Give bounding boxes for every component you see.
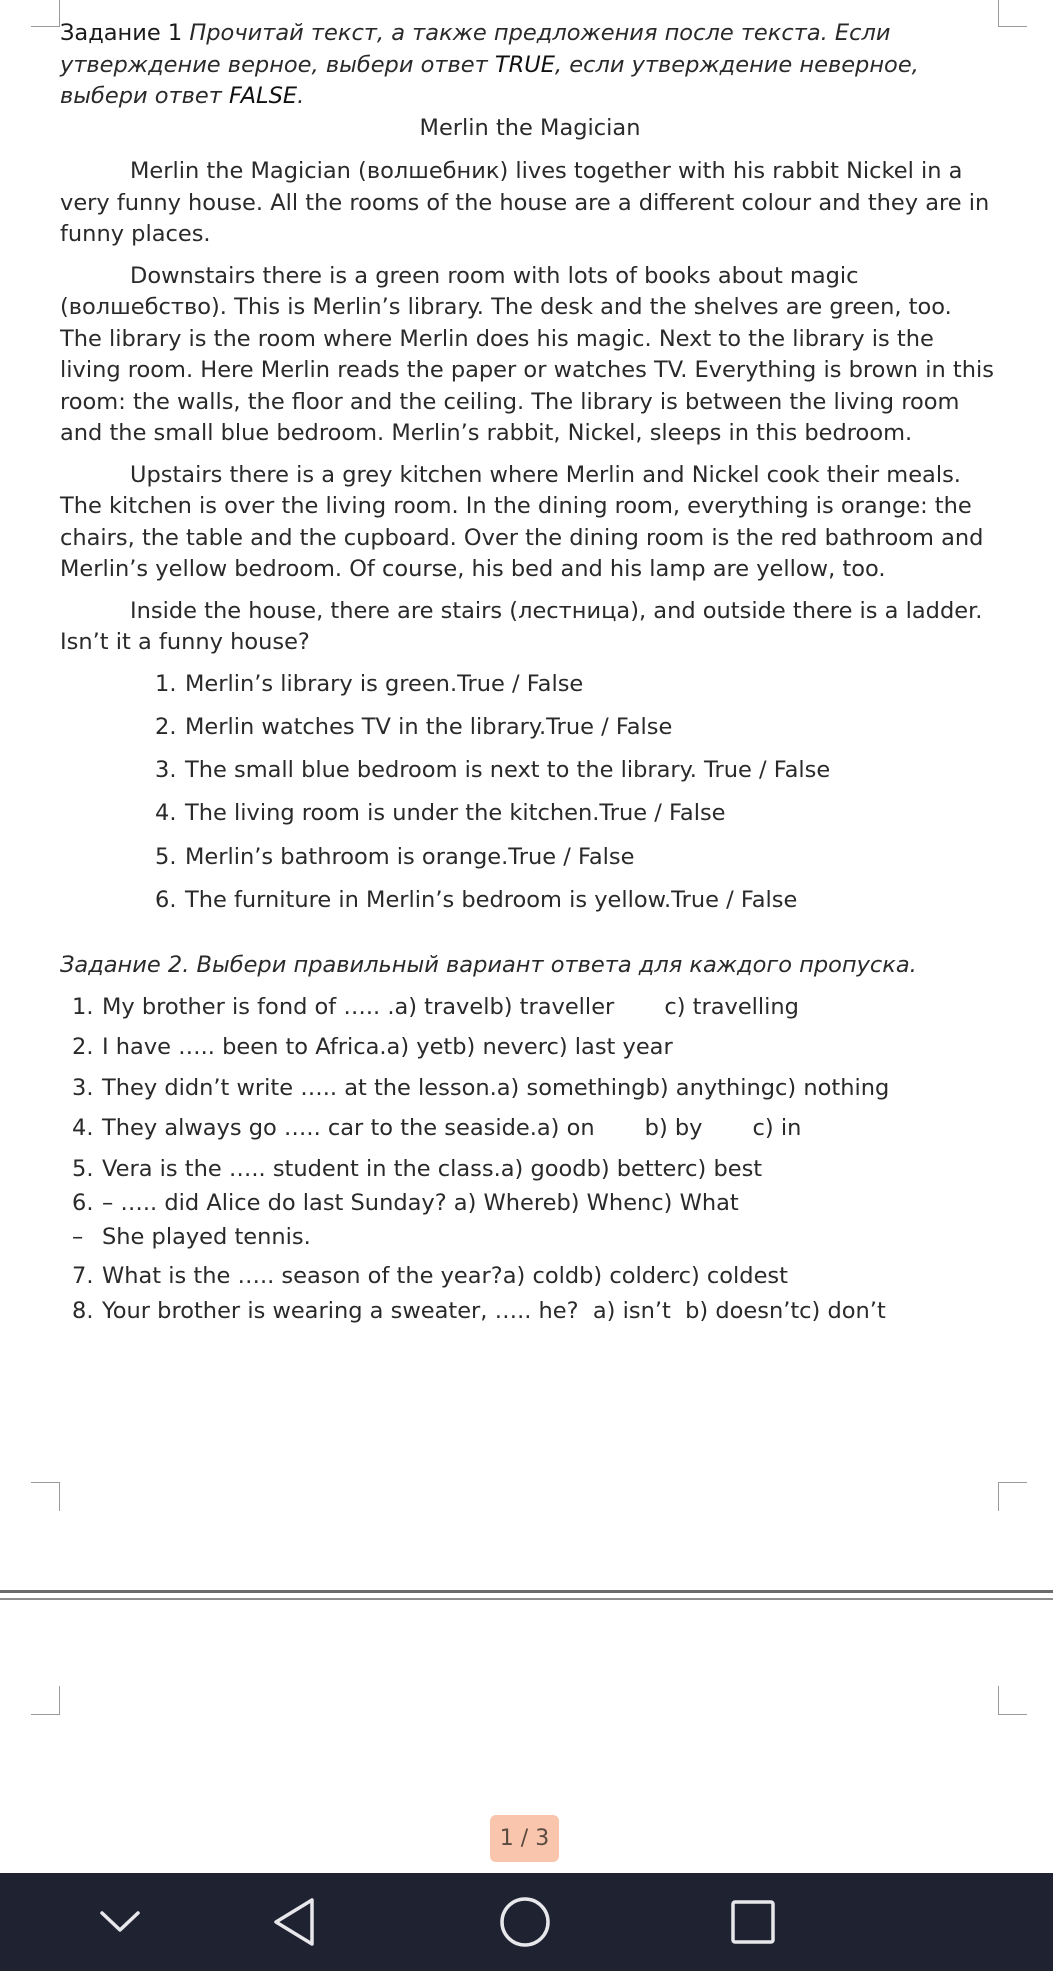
- question-number: 2.: [72, 1034, 94, 1061]
- page-corner-mark: [998, 1482, 1027, 1511]
- document-content: [60, 18, 1000, 1330]
- page-corner-mark: [31, 1686, 60, 1715]
- question-text: They always go ….. car to the seaside.a) on b) by c) in: [102, 1115, 802, 1142]
- task2-section: [60, 950, 1000, 1330]
- page-separator: [0, 1590, 1053, 1600]
- statement-text: Merlin’s bathroom is orange.True / False: [185, 843, 635, 870]
- statement-item: [155, 712, 1000, 755]
- story-title: Merlin the Magician: [419, 114, 641, 141]
- statement-text: The small blue bedroom is next to the library. True / False: [185, 757, 831, 784]
- page-corner-mark: [998, 1686, 1027, 1715]
- statement-item: [155, 798, 1000, 841]
- statement-text: The living room is under the kitchen.True / False: [185, 800, 726, 827]
- story-paragraph: Inside the house, there are stairs (лестница), and outside there is a ladder. Isn’t it a funny house?: [60, 597, 983, 655]
- question-text: They didn’t write ….. at the lesson.a) somethingb) anythingc) nothing: [102, 1074, 890, 1101]
- question-number: 6.: [72, 1189, 94, 1216]
- statement-item: [155, 755, 1000, 798]
- statement-number: 3.: [155, 757, 177, 784]
- answer-text: She played tennis.: [102, 1223, 311, 1250]
- question-number: 8.: [72, 1298, 94, 1325]
- statement-number: 2.: [155, 713, 177, 740]
- task2-instruction-text: Выбери правильный вариант ответа для каждого пропуска.: [189, 952, 917, 979]
- task2-label: Задание 2.: [60, 952, 190, 979]
- question-number: 1.: [72, 993, 94, 1020]
- question-item: [72, 1261, 1000, 1296]
- statement-text: Merlin watches TV in the library.True / False: [185, 713, 673, 740]
- back-button[interactable]: [250, 1873, 340, 1971]
- collapse-button[interactable]: [80, 1873, 160, 1971]
- question-text: Vera is the ….. student in the class.a) goodb) betterc) best: [102, 1155, 763, 1182]
- question-item: [72, 1296, 1000, 1330]
- statement-number: 5.: [155, 843, 177, 870]
- task1-instruction: [60, 18, 1000, 113]
- home-button[interactable]: [480, 1873, 570, 1971]
- page-corner-mark: [998, 0, 1027, 27]
- question-item: [72, 1113, 1000, 1154]
- task1-instruction-text: , если утверждение неверное, выбери ответ: [60, 51, 919, 109]
- back-triangle-icon: [270, 1896, 320, 1948]
- task2-instruction: [60, 950, 1000, 982]
- question-number: 4.: [72, 1115, 94, 1142]
- question-item: [72, 1032, 1000, 1073]
- page-indicator: 1 / 3: [490, 1815, 559, 1862]
- recents-square-icon: [729, 1898, 777, 1946]
- false-word: FALSE: [229, 83, 298, 109]
- question-text: What is the ….. season of the year?a) coldb) colderc) coldest: [102, 1263, 788, 1290]
- multiple-choice-list: [60, 992, 1000, 1331]
- statement-number: 4.: [155, 800, 177, 827]
- question-item: [72, 992, 1000, 1033]
- task1-instruction-end: .: [297, 83, 305, 109]
- page-corner-mark: [31, 1482, 60, 1511]
- story-paragraph: Upstairs there is a grey kitchen where Merlin and Nickel cook their meals. The kitchen is over the living room. In the dining room, everything is orange: the chairs, the table and the cupboard. Over the dining room is the red bathroom and Merlin’s yellow bedroom. Of course, his bed and his lamp are yellow, too.: [60, 461, 984, 582]
- home-circle-icon: [498, 1895, 552, 1949]
- recents-button[interactable]: [708, 1873, 798, 1971]
- question-item: [72, 1073, 1000, 1114]
- question-text: – ….. did Alice do last Sunday? a) Whereb) Whenc) What: [102, 1189, 739, 1216]
- question-item: [72, 1188, 1000, 1222]
- true-word: TRUE: [494, 51, 555, 78]
- page-corner-mark: [31, 0, 60, 27]
- question-text: My brother is fond of ….. .a) travelb) traveller c) travelling: [102, 993, 799, 1020]
- statement-item: [155, 885, 1000, 928]
- story-paragraph: Merlin the Magician (волшебник) lives together with his rabbit Nickel in a very funny house. All the rooms of the house are a different colour and they are in funny places.: [60, 158, 990, 247]
- question-number: 7.: [72, 1263, 94, 1290]
- dash-marker: –: [72, 1223, 84, 1250]
- statement-item: [155, 669, 1000, 712]
- task1-label: Задание 1: [60, 20, 183, 46]
- question-text: Your brother is wearing a sweater, ….. he? a) isn’t b) doesn’tc) don’t: [102, 1298, 886, 1325]
- statement-item: [155, 842, 1000, 885]
- question-number: 3.: [72, 1074, 94, 1101]
- statement-text: The furniture in Merlin’s bedroom is yellow.True / False: [185, 886, 798, 913]
- statement-text: Merlin’s library is green.True / False: [185, 670, 584, 697]
- true-false-list: [60, 669, 1000, 929]
- android-navigation-bar: [0, 1873, 1053, 1971]
- question-item: [72, 1154, 1000, 1188]
- question-number: 5.: [72, 1155, 94, 1182]
- chevron-down-icon: [99, 1909, 141, 1935]
- answer-line: [72, 1222, 1000, 1262]
- task1-instruction-text: Прочитай текст, а также предложения после текста. Если утверждение верное, выбери ответ: [60, 20, 891, 78]
- story-paragraph: Downstairs there is a green room with lots of books about magic (волшебство). This is Merlin’s library. The desk and the shelves are green, too. The library is the room where Merlin does his magic. Next to the library is the living room. Here Merlin reads the paper or watches TV. Everything is brown in this room: the walls, the floor and the ceiling. The library is between the living room and the small blue bedroom. Merlin’s rabbit, Nickel, sleeps in this bedroom.: [60, 262, 994, 446]
- statement-number: 6.: [155, 886, 177, 913]
- question-text: I have ….. been to Africa.a) yetb) neverc) last year: [102, 1034, 673, 1061]
- statement-number: 1.: [155, 670, 177, 697]
